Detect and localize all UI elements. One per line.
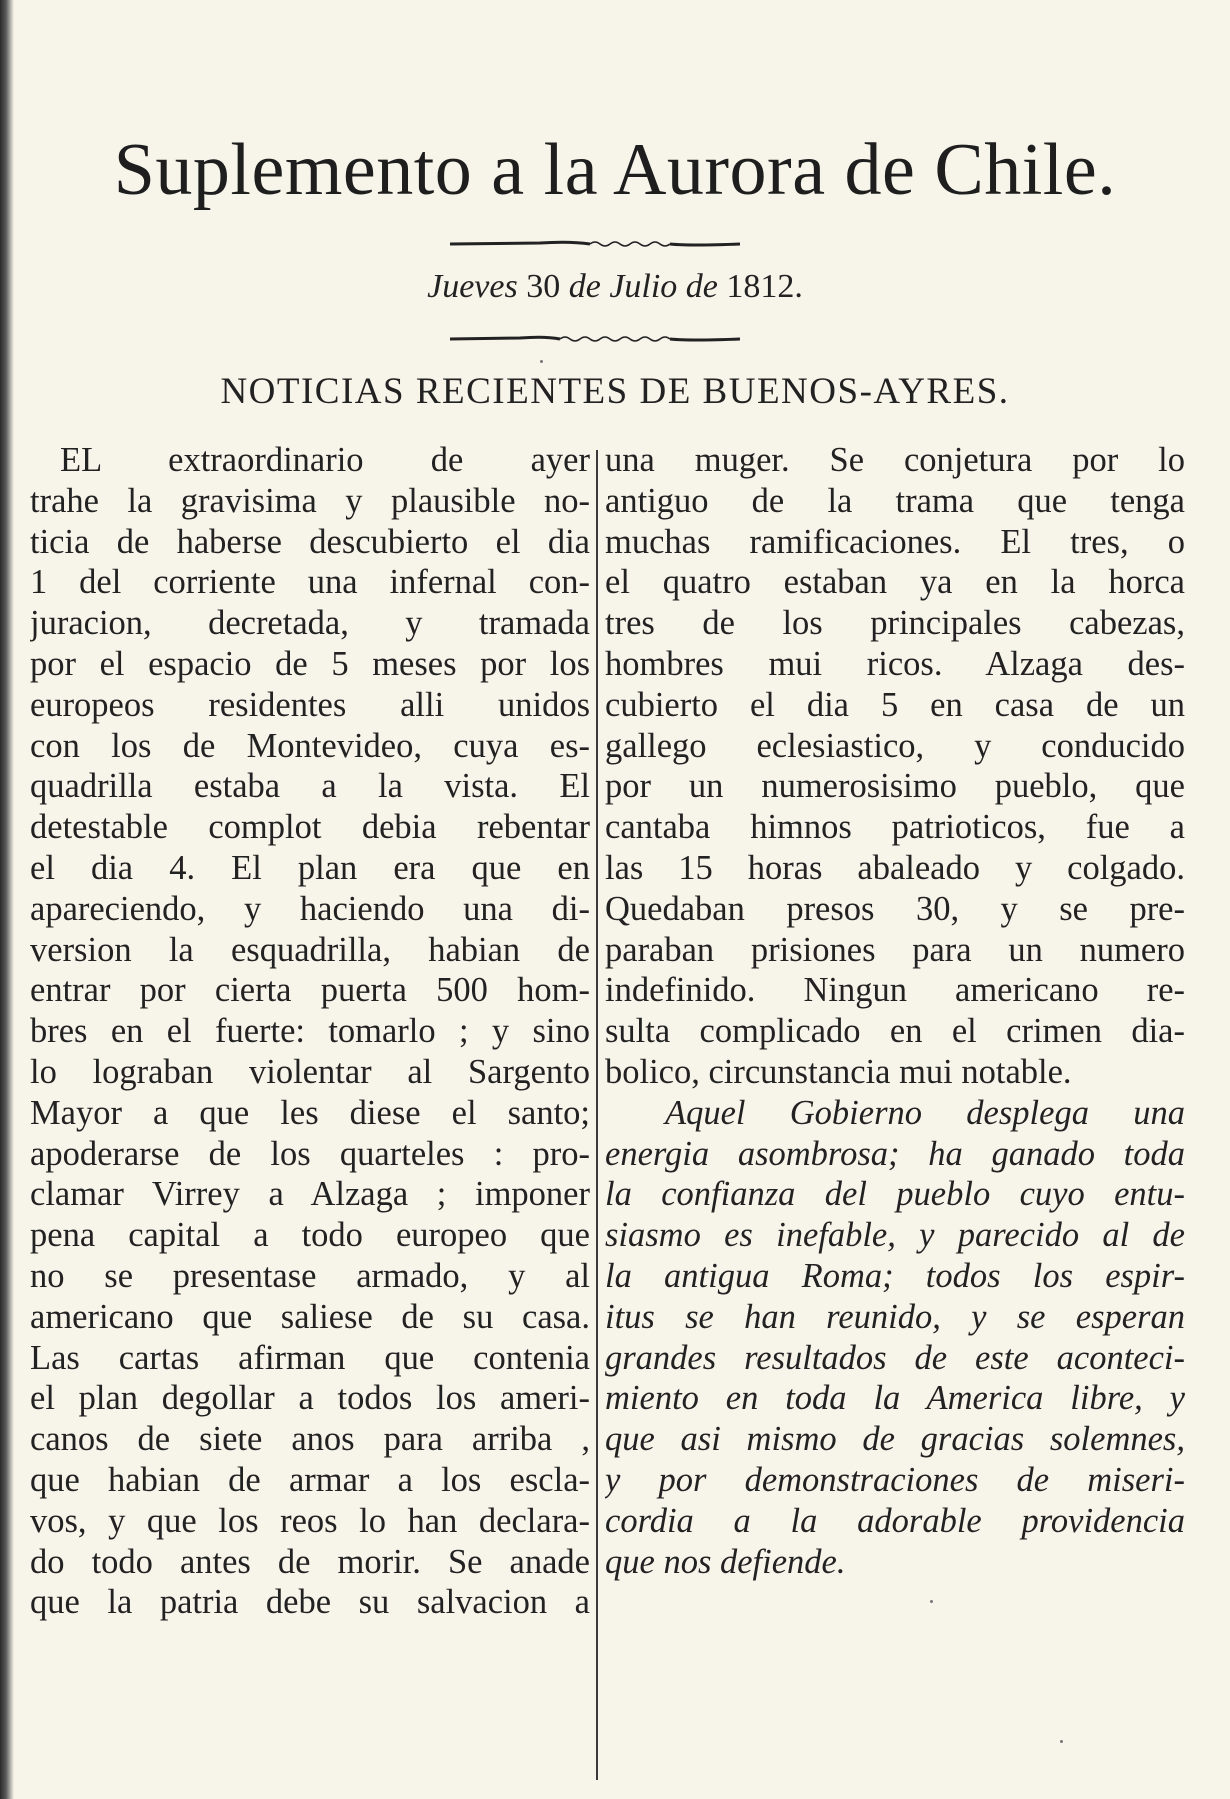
text-line: por un numerosisimo pueblo, que	[605, 767, 1185, 806]
text-line: gallego eclesiastico, y conducido	[605, 726, 1185, 765]
text-line: Mayor a que les diese el santo;	[30, 1093, 590, 1132]
article-column-left	[30, 440, 590, 1623]
text-line: y por demonstraciones de miseri-	[605, 1460, 1185, 1499]
text-line: las 15 horas abaleado y colgado.	[605, 848, 1185, 887]
article-column-right	[605, 440, 1185, 1582]
date-month: Julio	[609, 268, 678, 305]
text-line: que asi mismo de gracias solemnes,	[605, 1420, 1185, 1459]
text-line: el plan degollar a todos los ameri-	[30, 1379, 590, 1418]
date-year: 1812.	[726, 268, 803, 305]
text-line: cubierto el dia 5 en casa de un	[605, 685, 1185, 724]
date-weekday: Jueves	[427, 268, 518, 305]
text-line: energia asombrosa; ha ganado toda	[605, 1134, 1185, 1173]
text-line: la confianza del pueblo cuyo entu-	[605, 1175, 1185, 1214]
masthead-title: Suplemento a la Aurora de Chile.	[113, 129, 1117, 211]
text-line: bolico, circunstancia mui notable.	[605, 1052, 1072, 1091]
text-line: muchas ramificaciones. El tres, o	[605, 522, 1185, 561]
text-line: clamar Virrey a Alzaga ; imponer	[30, 1175, 590, 1214]
section-heading: NOTICIAS RECIENTES DE BUENOS-AYRES.	[220, 371, 1010, 412]
text-line: quadrilla estaba a la vista. El	[30, 767, 590, 806]
issue-date	[0, 268, 1230, 306]
text-line: lo lograban violentar al Sargento	[30, 1052, 590, 1091]
date-de-2: de	[685, 268, 718, 305]
paper-speck	[930, 1600, 933, 1603]
text-line: no se presentase armado, y al	[30, 1256, 590, 1295]
text-line: Las cartas afirman que contenia	[30, 1338, 590, 1377]
text-line: sulta complicado en el crimen dia-	[605, 1012, 1185, 1051]
text-line: do todo antes de morir. Se anade	[30, 1542, 590, 1581]
text-line: miento en toda la America libre, y	[605, 1379, 1185, 1418]
text-line: el dia 4. El plan era que en	[30, 848, 590, 887]
text-line: ticia de haberse descubierto el dia	[30, 522, 590, 561]
text-line: apareciendo, y haciendo una di-	[30, 889, 590, 928]
text-line: tres de los principales cabezas,	[605, 604, 1185, 643]
text-line: por el espacio de 5 meses por los	[30, 644, 590, 683]
column-divider	[596, 450, 598, 1780]
text-line: Aquel Gobierno desplega una	[665, 1093, 1185, 1132]
text-line: Quedaban presos 30, y se pre-	[605, 889, 1185, 928]
text-line: americano que saliese de su casa.	[30, 1297, 590, 1336]
text-line: 1 del corriente una infernal con-	[30, 563, 590, 602]
text-line: siasmo es inefable, y parecido al de	[605, 1216, 1185, 1255]
text-line: que la patria debe su salvacion a	[30, 1583, 590, 1622]
text-line: paraban prisiones para un numero	[605, 930, 1185, 969]
text-line: bres en el fuerte: tomarlo ; y sino	[30, 1012, 590, 1051]
text-line: grandes resultados de este aconteci-	[605, 1338, 1185, 1377]
text-line: version la esquadrilla, habian de	[30, 930, 590, 969]
text-line: itus se han reunido, y se esperan	[605, 1297, 1185, 1336]
text-line: una muger. Se conjetura por lo	[605, 441, 1185, 479]
text-line: detestable complot debia rebentar	[30, 808, 590, 847]
text-line: trahe la gravisima y plausible no-	[30, 481, 590, 520]
text-line: que habian de armar a los escla-	[30, 1460, 590, 1499]
text-line: entrar por cierta puerta 500 hom-	[30, 971, 590, 1010]
text-line: pena capital a todo europeo que	[30, 1216, 590, 1255]
text-line: europeos residentes alli unidos	[30, 685, 590, 724]
text-line: cantaba himnos patrioticos, fue a	[605, 808, 1185, 847]
text-line: juracion, decretada, y tramada	[30, 604, 590, 643]
text-line: canos de siete anos para arriba ,	[30, 1420, 590, 1459]
text-line: EL extraordinario de ayer	[60, 441, 590, 479]
date-de-1: de	[568, 268, 601, 305]
text-line: cordia a la adorable providencia	[605, 1501, 1185, 1540]
text-line: indefinido. Ningun americano re-	[605, 971, 1185, 1010]
text-line: hombres mui ricos. Alzaga des-	[605, 644, 1185, 683]
paper-speck	[540, 360, 543, 363]
paper-speck	[1060, 1740, 1063, 1743]
ornamental-rule-bottom	[450, 334, 740, 344]
text-line: apoderarse de los quarteles : pro-	[30, 1134, 590, 1173]
ornamental-rule-top	[450, 239, 740, 249]
text-line: la antigua Roma; todos los espir-	[605, 1256, 1185, 1295]
text-line: el quatro estaban ya en la horca	[605, 563, 1185, 602]
text-line: antiguo de la trama que tenga	[605, 481, 1185, 520]
text-line: con los de Montevideo, cuya es-	[30, 726, 590, 765]
text-line: que nos defiende.	[605, 1542, 846, 1581]
date-day: 30	[526, 268, 561, 305]
text-line: vos, y que los reos lo han declara-	[30, 1501, 590, 1540]
